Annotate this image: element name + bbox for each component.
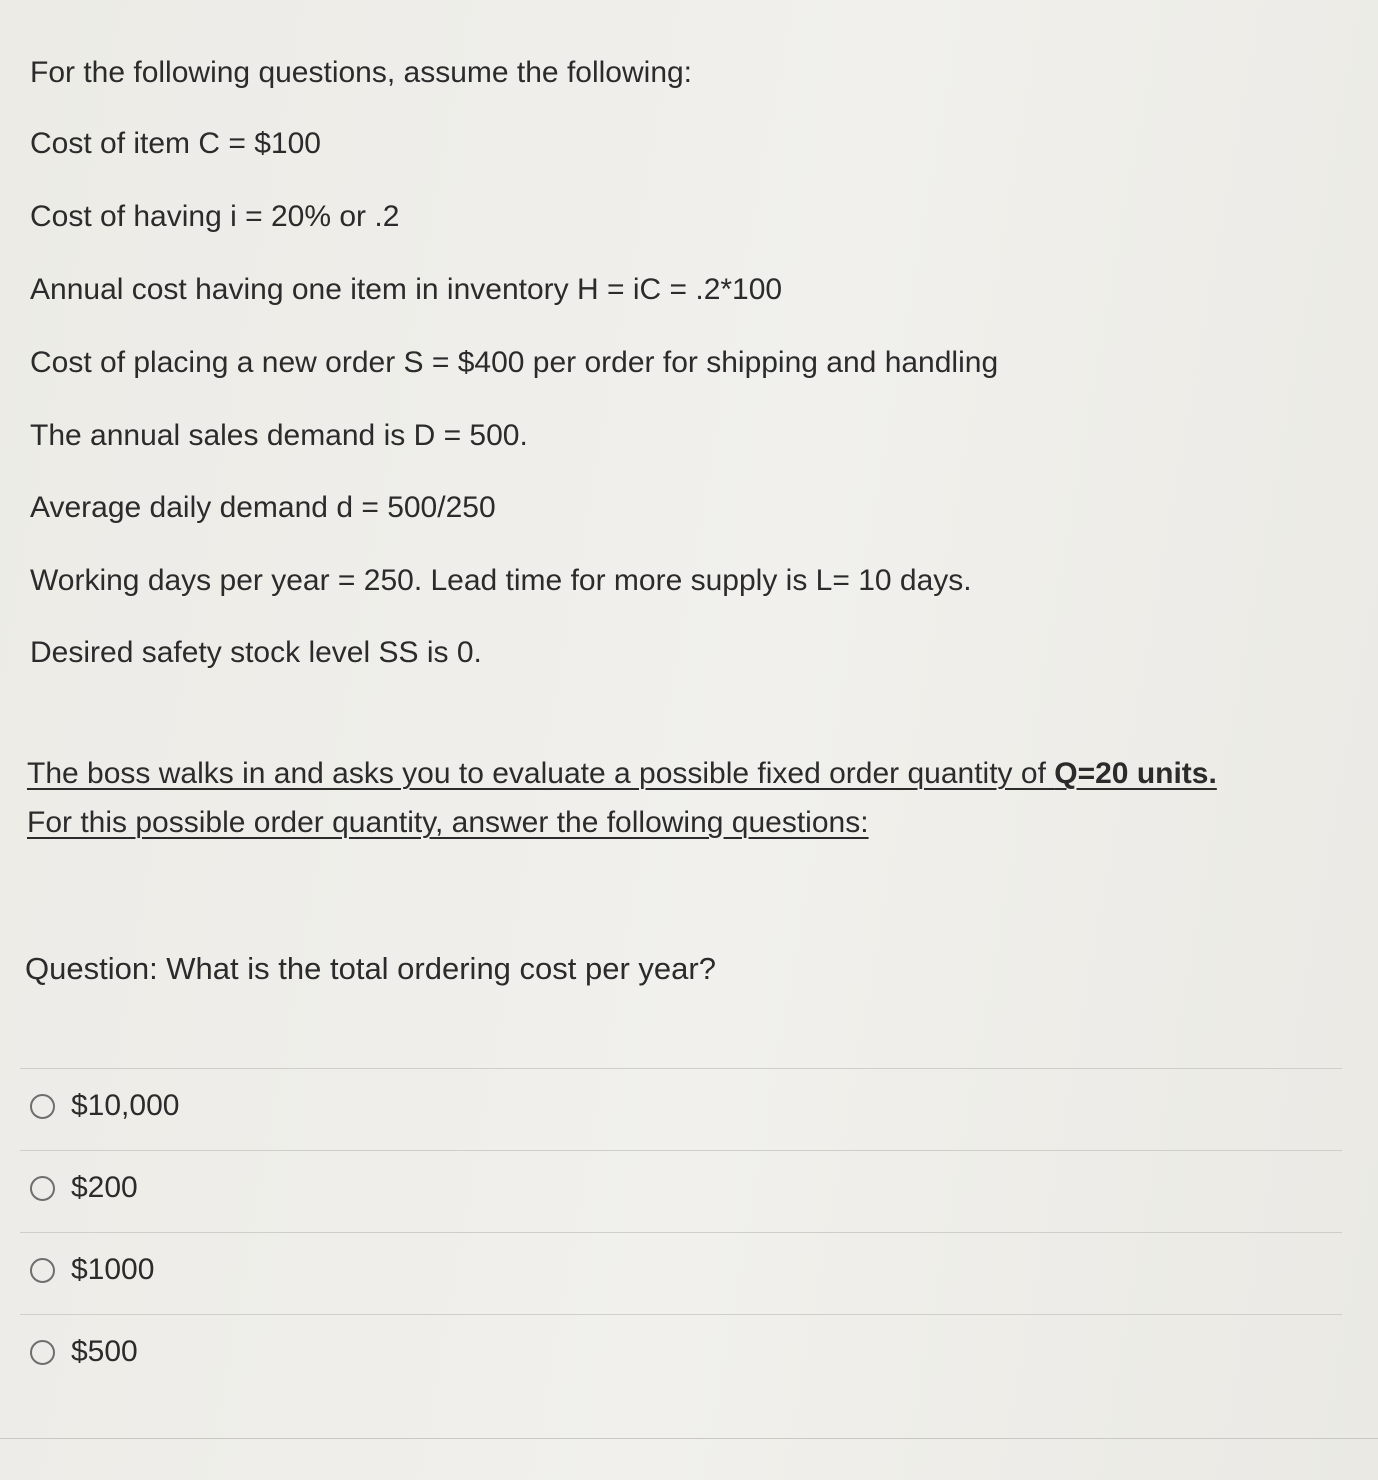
radio-button[interactable] <box>30 1176 55 1201</box>
bottom-divider <box>0 1438 1378 1439</box>
intro-text: For the following questions, assume the following: <box>30 56 693 89</box>
answer-option-label: $10,000 <box>71 1089 180 1122</box>
answer-option-2[interactable] <box>30 1168 138 1208</box>
question-text: Question: What is the total ordering cost per year? <box>25 951 716 986</box>
given-annual-holding-cost: Annual cost having one item in inventory H = iC = .2*100 <box>30 273 783 306</box>
given-cost-of-having: Cost of having i = 20% or .2 <box>30 200 400 233</box>
instruction-line-1 <box>27 750 1217 798</box>
given-annual-demand: The annual sales demand is D = 500. <box>30 419 528 452</box>
option-divider <box>20 1150 1342 1151</box>
answer-option-1[interactable] <box>30 1086 179 1126</box>
options-top-divider <box>20 1068 1342 1069</box>
answer-option-label: $500 <box>71 1335 138 1368</box>
answer-option-label: $200 <box>71 1171 138 1204</box>
instruction-line-1-text: The boss walks in and asks you to evaluate a possible fixed order quantity of <box>27 757 1055 790</box>
given-order-cost: Cost of placing a new order S = $400 per order for shipping and handling <box>30 346 999 379</box>
given-working-days-lead-time: Working days per year = 250. Lead time for more supply is L= 10 days. <box>30 564 972 597</box>
given-safety-stock: Desired safety stock level SS is 0. <box>30 636 482 669</box>
radio-button[interactable] <box>30 1340 55 1365</box>
option-divider <box>20 1314 1342 1315</box>
radio-button[interactable] <box>30 1094 55 1119</box>
given-cost-of-item: Cost of item C = $100 <box>30 127 321 160</box>
instruction-quantity-bold: Q=20 units. <box>1054 757 1217 790</box>
option-divider <box>20 1232 1342 1233</box>
answer-option-label: $1000 <box>71 1253 155 1286</box>
radio-button[interactable] <box>30 1258 55 1283</box>
instruction-line-2: For this possible order quantity, answer the following questions: <box>27 806 869 839</box>
answer-option-3[interactable] <box>30 1250 154 1290</box>
answer-option-4[interactable] <box>30 1332 138 1372</box>
given-daily-demand: Average daily demand d = 500/250 <box>30 491 496 524</box>
